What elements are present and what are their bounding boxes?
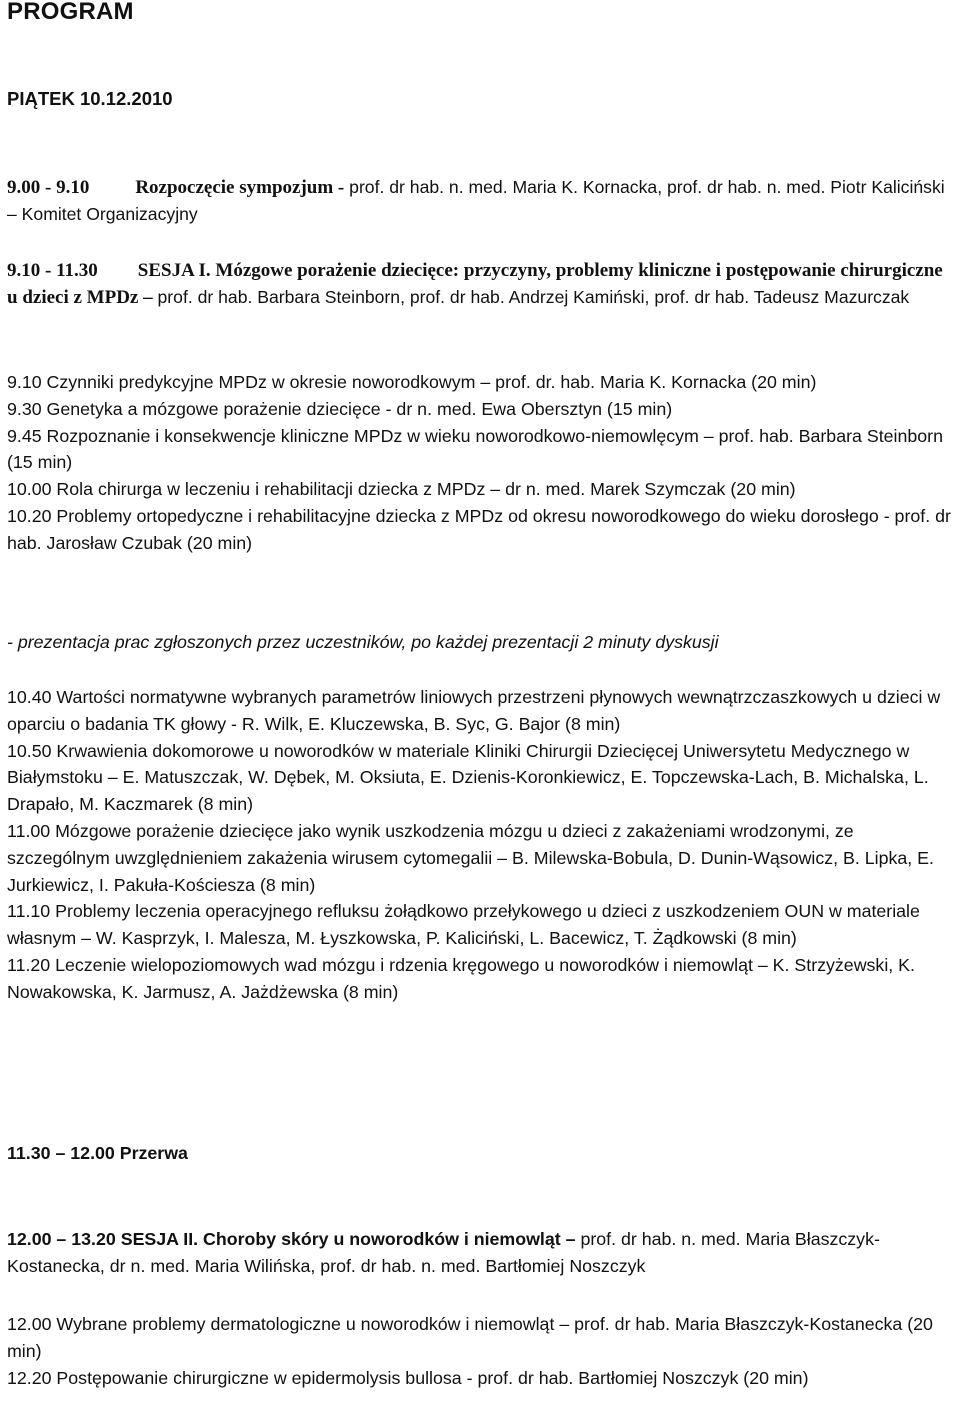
session-1-entry [7,257,957,311]
presentation-item: 11.00 Mózgowe porażenie dziecięce jako wynik uszkodzenia mózgu u dzieci z zakażeniami wrodzonymi, ze szczególnym uwzględnieniem zakażenia wirusem cytomegalii – B. Milewska-Bobula, D. Dunin-Wąsowicz, B. Lipka, E. Jurkiewicz, I. Pakuła-Kościesza (8 min) [7,820,934,895]
talk-item: 10.20 Problemy ortopedyczne i rehabilitacyjne dziecka z MPDz od okresu noworodkowego do wieku dorosłego - prof. dr hab. Jarosław Czubak (20 min) [7,505,951,553]
opening-time: 9.00 - 9.10 [7,177,90,198]
talk-item: 9.10 Czynniki predykcyjne MPDz w okresie noworodkowym – prof. dr. hab. Maria K. Kornacka (20 min) [7,372,817,392]
presentation-item: 11.20 Leczenie wielopoziomowych wad mózgu i rdzenia kręgowego u noworodków i niemowląt – K. Strzyżewski, K. Nowakowska, K. Jarmusz, A. Jażdżewska (8 min) [7,954,915,1002]
session-1-chairs: prof. dr hab. Barbara Steinborn, prof. dr hab. Andrzej Kamiński, prof. dr hab. Tadeusz Mazurczak [152,287,910,307]
submitted-presentations [7,684,957,1006]
session-1-time: 9.10 - 11.30 [7,260,98,281]
talk-item: 9.45 Rozpoznanie i konsekwencje kliniczne MPDz w wieku noworodkowo-niemowlęcym – prof. hab. Barbara Steinborn (15 min) [7,425,943,473]
page-title: PROGRAM [7,0,134,25]
opening-entry [7,174,957,228]
presentation-item: 11.10 Problemy leczenia operacyjnego refluksu żołądkowo przełykowego u dzieci z uszkodzeniem OUN w materiale własnym – W. Kasprzyk, I. Malesza, M. Łyszkowska, P. Kaliciński, L. Bacewicz, T. Żądkowski (8 min) [7,901,920,949]
session-2-chairs: prof. dr hab. n. med. Maria Błaszczyk-Kostanecka, dr n. med. Maria Wilińska, prof. dr hab. n. med. Bartłomiej Noszczyk [7,1229,880,1276]
presentation-item: 10.50 Krwawienia dokomorowe u noworodków w materiale Kliniki Chirurgii Dziecięcej Uniwersytetu Medycznego w Białymstoku – E. Matuszczak, W. Dębek, M. Oksiuta, E. Dzienis-Koronkiewicz, E. Topczewska-Lach, B. Michalska, L. Drapało, M. Kaczmarek (8 min) [7,740,929,815]
talk-item: 12.00 Wybrane problemy dermatologiczne u noworodków i niemowląt – prof. dr hab. Maria Błaszczyk-Kostanecka (20 min) [7,1314,933,1361]
talk-item: 10.00 Rola chirurga w leczeniu i rehabilitacji dziecka z MPDz – dr n. med. Marek Szymczak (20 min) [7,479,796,500]
presentations-note: - prezentacja prac zgłoszonych przez uczestników, po każdej prezentacji 2 minuty dyskusji [7,632,719,652]
talk-item: 12.20 Postępowanie chirurgiczne w epidermolysis bullosa - prof. dr hab. Bartłomiej Noszczyk (20 min) [7,1368,809,1388]
session-2-entry [7,1226,957,1280]
opening-label: Rozpoczęcie sympozjum - [135,177,345,198]
session-1-talks [7,369,957,557]
session-2-label: 12.00 – 13.20 SESJA II. Choroby skóry u noworodków i niemowląt – [7,1229,576,1249]
break-entry: 11.30 – 12.00 Przerwa [7,1143,188,1163]
session-2-talks [7,1311,957,1392]
talk-item: 9.30 Genetyka a mózgowe porażenie dziecięce - dr n. med. Ewa Obersztyn (15 min) [7,398,673,419]
opening-text: prof. dr hab. n. med. Maria K. Kornacka, prof. dr hab. n. med. Piotr Kaliciński – Komitet Organizacyjny [7,177,945,224]
session-1-label: SESJA I. Mózgowe porażenie dziecięce: przyczyny, problemy kliniczne i postępowanie chirurgiczne u dzieci z MPDz – [7,260,943,308]
day-heading: PIĄTEK 10.12.2010 [7,88,173,109]
presentation-item: 10.40 Wartości normatywne wybranych parametrów liniowych przestrzeni płynowych wewnątrzczaszkowych u dzieci w oparciu o badania TK głowy - R. Wilk, E. Kluczewska, B. Syc, G. Bajor (8 min) [7,687,941,734]
